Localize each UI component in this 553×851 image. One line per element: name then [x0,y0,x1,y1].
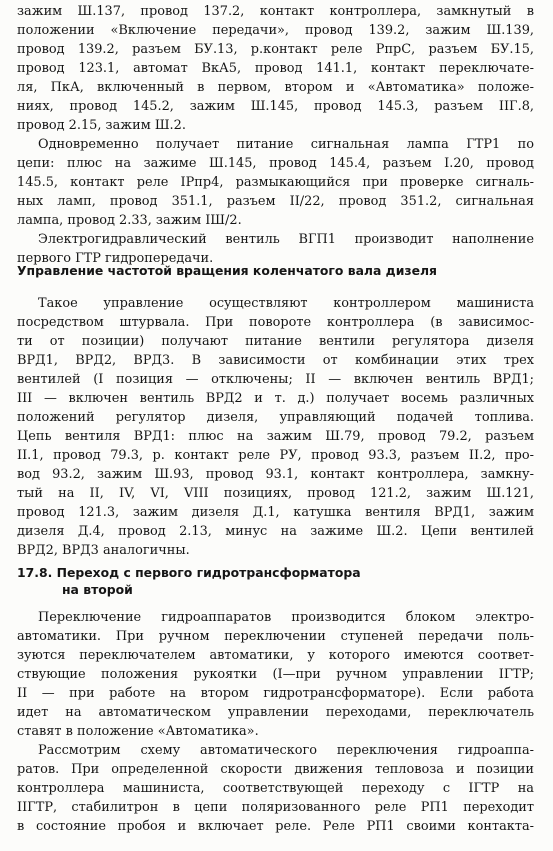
text-line: контроллера машиниста, соответствующей переходу с IГТР на [17,781,534,796]
text-line: зуются переключателем автоматики, у которого имеются соответ- [17,648,534,663]
text-line: посредством штурвала. При повороте контроллера (в зависимос- [17,315,534,330]
text-line: провод 123.1, автомат ВкА5, провод 141.1, контакт переключате- [17,61,534,76]
text-line: в состояние пробоя и включает реле. Реле РП1 своими контакта- [17,819,534,834]
text-line: Одновременно получает питание сигнальная лампа ГТР1 по [38,137,534,152]
text-line: ВРД1, ВРД2, ВРД3. В зависимости от комбинации этих трех [17,353,534,368]
text-line: провод 2.15, зажим Ш.2. [17,118,186,133]
text-line: положений регулятор дизеля, управляющий подачей топлива. [17,410,534,425]
text-line: Электрогидравлический вентиль ВГП1 производит наполнение [38,232,534,247]
text-line: провод 139.2, разъем БУ.13, р.контакт реле РпрС, разъем БУ.15, [17,42,534,57]
text-line: ля, ПкА, включенный в первом, втором и «Автоматика» положе- [17,80,534,95]
text-line: ставят в положение «Автоматика». [17,724,259,739]
text-line: Рассмотрим схему автоматического переключения гидроаппа- [38,743,534,758]
text-line: зажим Ш.137, провод 137.2, контакт контроллера, замкнутый в [17,4,534,19]
text-line: цепи: плюс на зажиме Ш.145, провод 145.4, разъем I.20, провод [17,156,534,171]
text-line: ствующие положения рукоятки (I—при ручном управлении IГТР; [17,667,534,682]
text-line: 145.5, контакт реле IРпр4, размыкающийся при проверке сигналь- [17,175,534,190]
text-line: первого ГТР гидропередачи. [17,251,214,266]
section-heading: Управление частотой вращения коленчатого вала дизеля [17,263,438,278]
text-line: ниях, провод 145.2, зажим Ш.145, провод 145.3, разъем IIГ.8, [17,99,534,114]
section-heading-continued: на второй [62,582,133,597]
text-line: положении «Включение передачи», провод 139.2, зажим Ш.139, [17,23,534,38]
text-line: лампа, провод 2.33, зажим IШ/2. [17,213,242,228]
text-line: тый на II, IV, VI, VIII позициях, провод 121.2, зажим Ш.121, [17,486,534,501]
section-heading: 17.8. Переход с первого гидротрансформатора [17,565,361,580]
text-line: II — при работе на втором гидротрансформаторе). Если работа [17,686,534,701]
text-line: вентилей (I позиция — отключены; II — включен вентиль ВРД1; [17,372,534,387]
text-line: идет на автоматическом управлении переходами, переключатель [17,705,534,720]
text-line: ВРД2, ВРД3 аналогичны. [17,543,190,558]
text-line: ти от позиции) получают питание вентили регулятора дизеля [17,334,534,349]
text-line: автоматики. При ручном переключении ступеней передачи поль- [17,629,534,644]
text-line: Переключение гидроаппаратов производится блоком электро- [38,610,534,625]
text-line: вод 93.2, зажим Ш.93, провод 93.1, контакт контроллера, замкну- [17,467,534,482]
text-line: провод 121.3, зажим дизеля Д.1, катушка вентиля ВРД1, зажим [17,505,534,520]
text-line: ных ламп, провод 351.1, разъем II/22, провод 351.2, сигнальная [17,194,534,209]
text-line: II.1, провод 79.3, р. контакт реле РУ, провод 93.3, разъем II.2, про- [17,448,534,463]
text-line: Такое управление осуществляют контроллером машиниста [38,296,534,311]
text-line: III — включен вентиль ВРД2 и т. д.) получает восемь различных [17,391,534,406]
text-line: ратов. При определенной скорости движения тепловоза и позиции [17,762,534,777]
text-line: дизеля Д.4, провод 2.13, минус на зажиме Ш.2. Цепи вентилей [17,524,534,539]
text-line: IIГТР, стабилитрон в цепи поляризованного реле РП1 переходит [17,800,534,815]
text-line: Цепь вентиля ВРД1: плюс на зажим Ш.79, провод 79.2, разъем [17,429,534,444]
